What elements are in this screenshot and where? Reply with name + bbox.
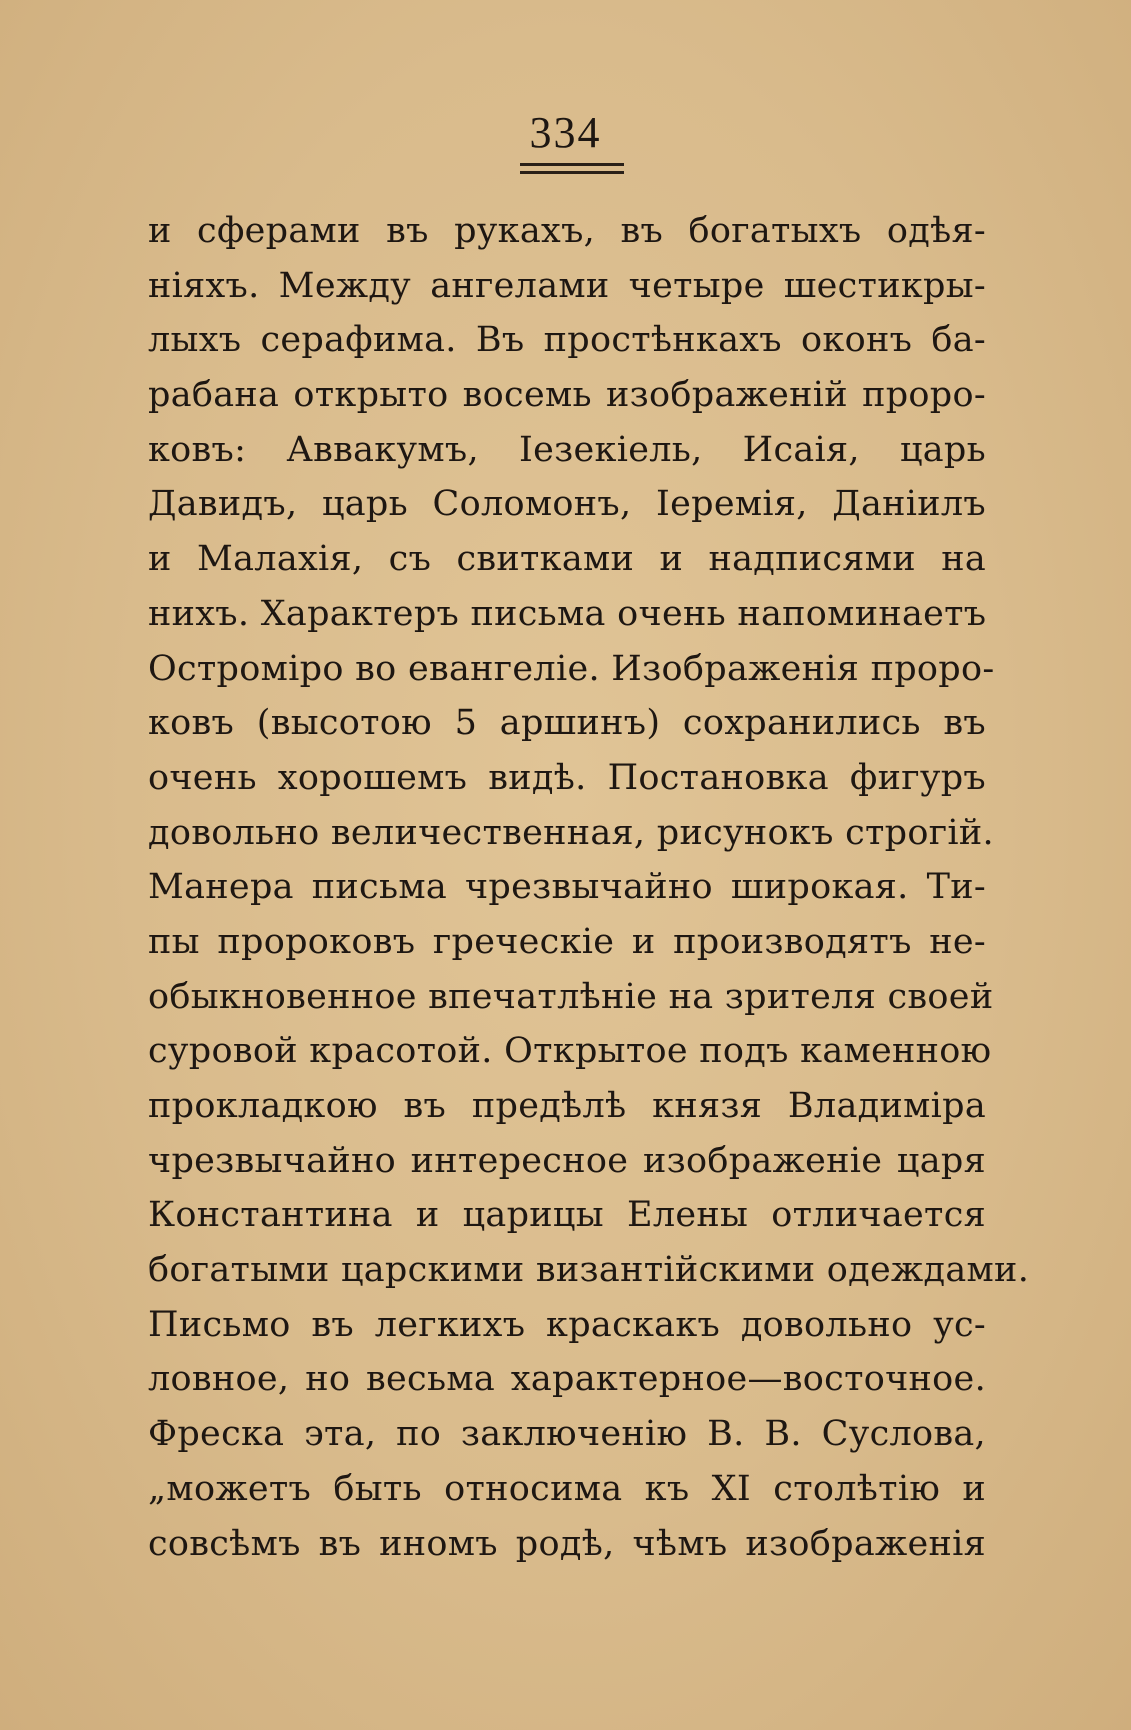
text-line: ловное, но весьма характерное—восточное. (148, 1359, 986, 1400)
text-line: пы пророковъ греческіе и производятъ не- (148, 921, 986, 962)
text-line: и сферами въ рукахъ, въ богатыхъ одѣя- (148, 211, 986, 251)
text-line: Письмо въ легкихъ краскакъ довольно ус- (148, 1304, 986, 1345)
text-line: совсѣмъ въ иномъ родѣ, чѣмъ изображенія (148, 1523, 986, 1564)
text-line: Фреска эта, по заключенію В. В. Суслова, (148, 1414, 986, 1455)
text-line: „можетъ быть относима къ XI столѣтію и (148, 1468, 986, 1509)
text-line: богатыми царскими византійскими одеждами. (148, 1250, 1030, 1291)
text-line: Остроміро во евангеліе. Изображенія проро- (148, 648, 995, 689)
text-line: Давидъ, царь Соломонъ, Iеремія, Даніилъ (148, 484, 986, 525)
text-line: ковъ: Аввакумъ, Iезекіель, Исаія, царь (148, 429, 986, 470)
text-line: очень хорошемъ видѣ. Постановка фигуръ (148, 757, 986, 798)
text-line: и Малахія, съ свитками и надписями на (148, 539, 986, 580)
text-line: довольно величественная, рисунокъ строгій. (148, 812, 994, 853)
header-rule-upper (520, 163, 624, 166)
text-line: лыхъ серафима. Въ простѣнкахъ оконъ ба- (148, 320, 986, 361)
text-line: обыкновенное впечатлѣніе на зрителя своей (148, 976, 994, 1017)
text-line: ковъ (высотою 5 аршинъ) сохранились въ (148, 703, 986, 744)
text-line: Константина и царицы Елены отличается (148, 1195, 986, 1236)
text-line: суровой красотой. Открытое подъ каменною (148, 1031, 992, 1072)
text-line: чрезвычайно интересное изображеніе царя (148, 1140, 986, 1181)
text-line: Манера письма чрезвычайно широкая. Ти- (148, 867, 986, 908)
text-line: рабана открыто восемь изображеній проро- (148, 375, 986, 416)
body-text (148, 204, 1030, 1571)
text-line: нихъ. Характеръ письма очень напоминаетъ (148, 593, 987, 634)
header-rule-lower (520, 171, 624, 174)
page-number: 334 (529, 108, 602, 157)
text-line: прокладкою въ предѣлѣ князя Владиміра (148, 1086, 986, 1126)
text-line: ніяхъ. Между ангелами четыре шестикры- (148, 265, 986, 306)
